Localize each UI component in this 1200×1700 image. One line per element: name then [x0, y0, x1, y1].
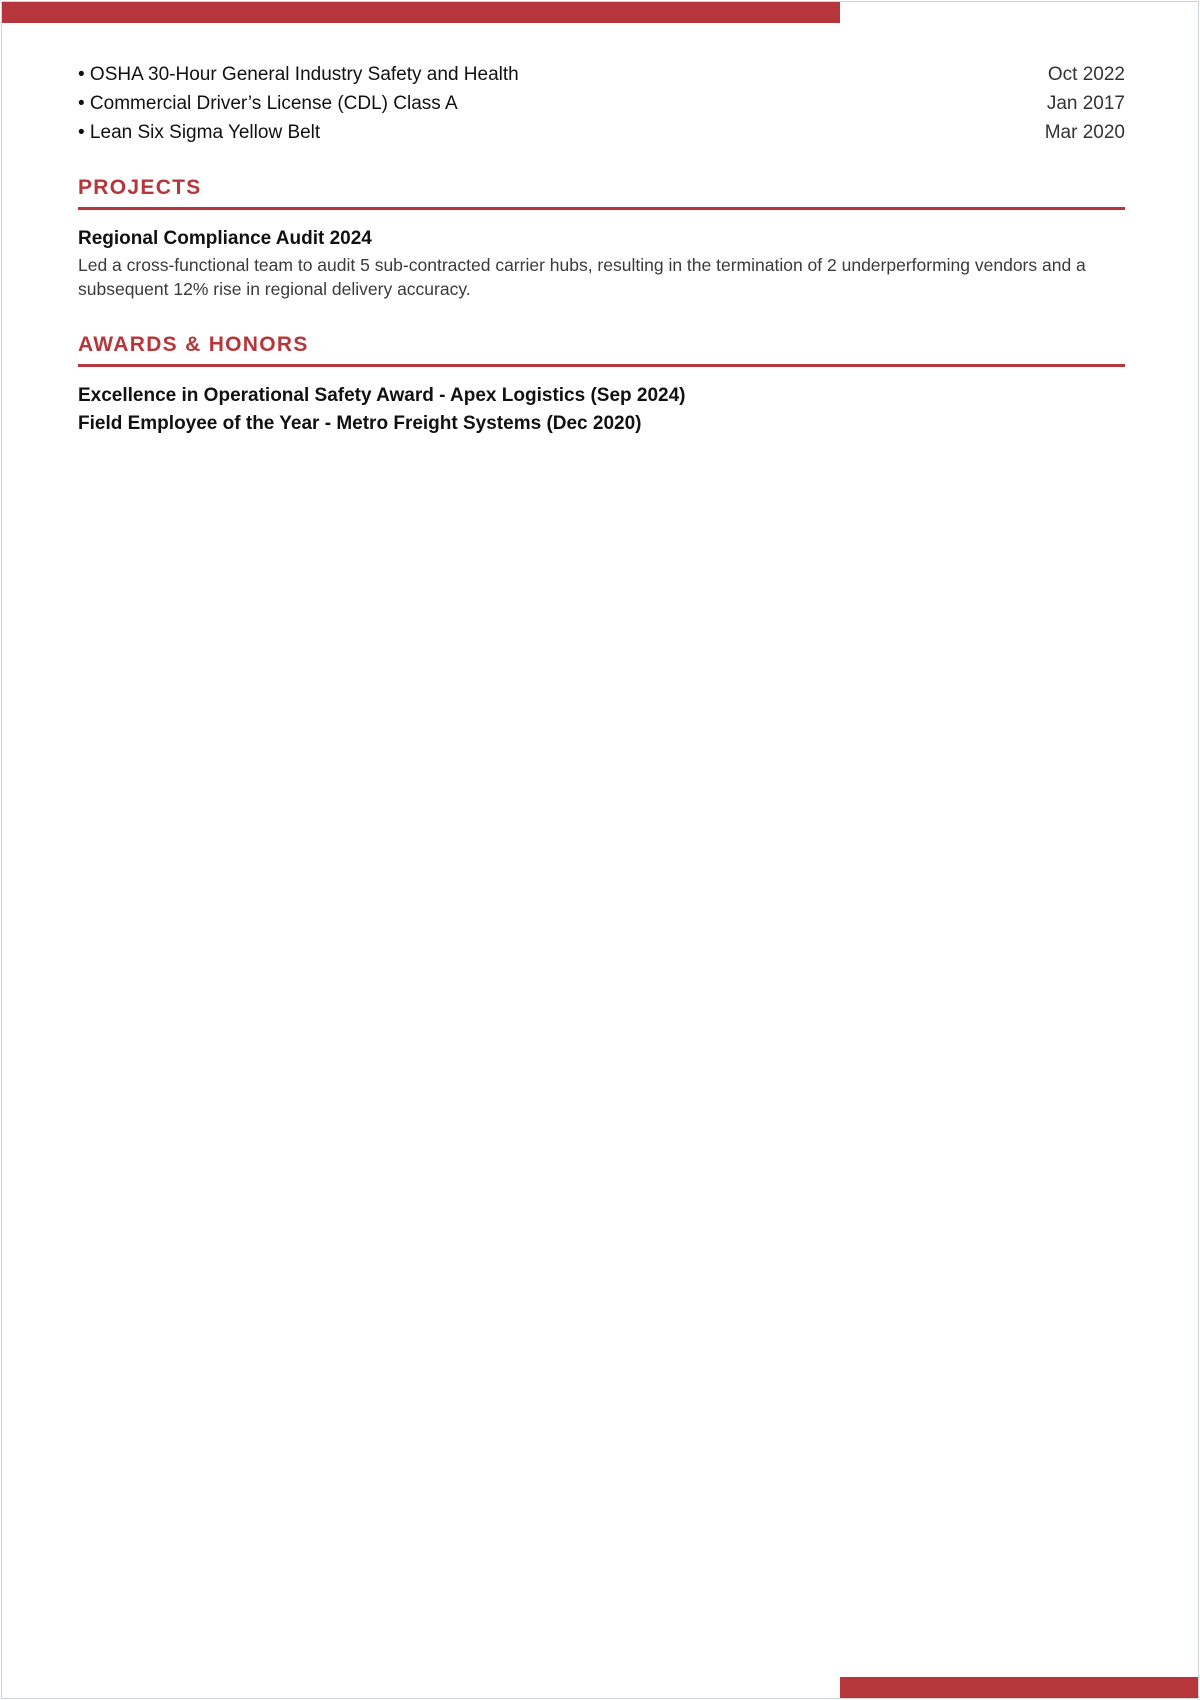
certification-name: • OSHA 30-Hour General Industry Safety and Health	[78, 64, 519, 85]
certification-name: • Lean Six Sigma Yellow Belt	[78, 122, 321, 143]
award-list	[78, 382, 1125, 438]
awards-heading: AWARDS & HONORS	[78, 331, 1125, 367]
award-item: Excellence in Operational Safety Award - Apex Logistics (Sep 2024)	[78, 385, 686, 406]
bottom-accent-bar	[840, 1677, 1198, 1698]
certification-item	[78, 118, 1125, 147]
certification-item	[78, 89, 1125, 118]
project-title: Regional Compliance Audit 2024	[78, 228, 372, 249]
resume-content	[78, 60, 1125, 438]
top-accent-bar	[2, 2, 840, 23]
project-entry	[78, 226, 1125, 301]
award-item: Field Employee of the Year - Metro Freight Systems (Dec 2020)	[78, 413, 642, 434]
certification-list	[78, 60, 1125, 147]
certification-date: Jan 2017	[1046, 93, 1125, 114]
certification-date: Mar 2020	[1044, 122, 1125, 143]
certification-name: • Commercial Driver’s License (CDL) Class A	[78, 93, 458, 114]
certification-date: Oct 2022	[1047, 64, 1125, 85]
project-description: Led a cross-functional team to audit 5 sub-contracted carrier hubs, resulting in the termination of 2 underperforming vendors and a subsequent 12% rise in regional delivery accuracy.	[78, 255, 1086, 299]
certification-item	[78, 60, 1125, 89]
resume-page	[1, 1, 1199, 1699]
projects-heading: PROJECTS	[78, 174, 1125, 210]
